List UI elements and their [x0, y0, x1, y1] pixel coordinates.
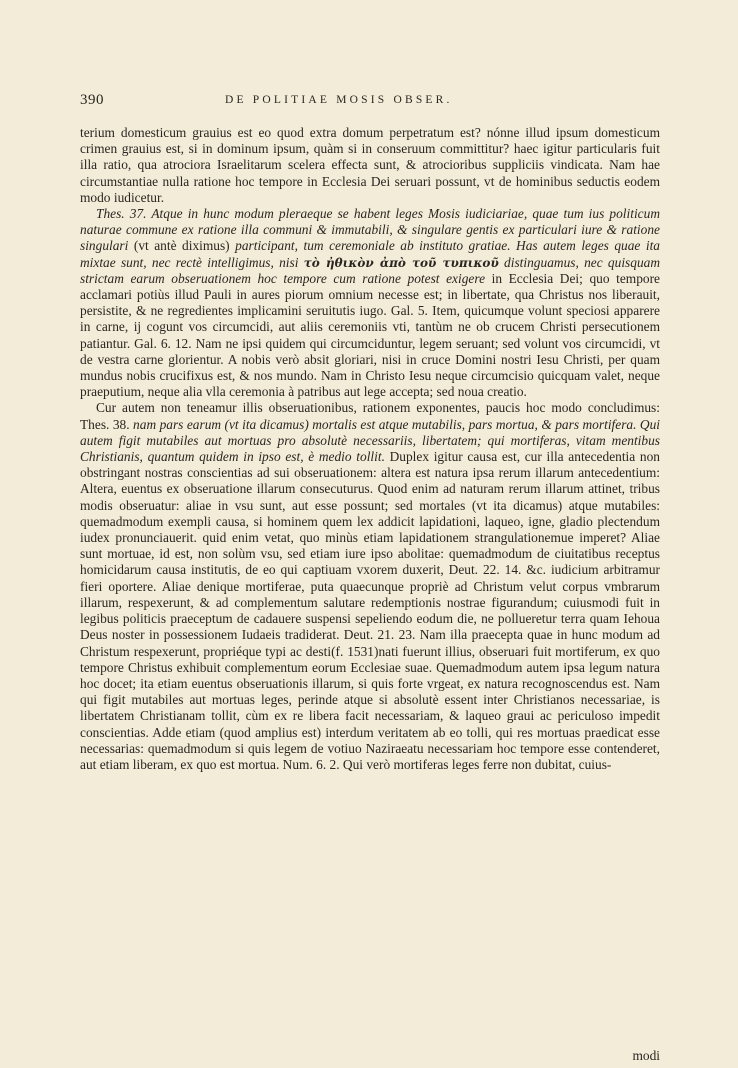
running-head: DE POLITIAE MOSIS OBSER. [225, 94, 453, 106]
body-text [80, 125, 660, 773]
text-run: (vt antè diximus) [128, 238, 236, 254]
italic-text: Thes. 37. Atque in hunc modum pleraeque se habent leges Mosis iudiciariae, quae tum ius politicum naturae commune ex ratione illa communi & immutabili, & singulare gentis ex particulari iure & ratione singulari [80, 206, 660, 254]
paragraph [80, 400, 660, 773]
italic-text: nam pars earum (vt ita dicamus) mortalis est atque mutabilis, pars mortua, & pars mortifera. Qui autem figit mutabiles aut mortuas pro absolutè necessariis, libertatem; qui mortiferas, vitam mentibus Christianis, quantum quidem in ipso est, è medio tollit. [80, 416, 661, 465]
catchword: modi [632, 1048, 660, 1063]
italic-text: distinguamus, nec quisquam strictam earum obseruationem hoc tempore cum ratione potest exigere [80, 254, 661, 286]
text-run: Duplex igitur causa est, cur illa antecedentia non obstringant nostras conscientias ad sui obseruationem: altera est natura ipsa rerum illarum antecedentium: Altera, euentus ex obseruatione illarum consecuturus. Quod enim ad naturam rerum illarum attinet, tribus modis obseruatur: aliae in vsu sunt, aut esse possunt; sed mortales (vt ita dicamus) atque mutabiles: quemadmodum exempli causa, si hominem quem lex addicit lapidationi, laqueo, igne, gladio plectendum iudex pronunciauerit. quid enim vetat, quo minùs etiam lapidationem strangulationemue imperet? Aliae sunt mortuae, id est, non solùm vsu, sed etiam iure ipso abolitae: quemadmodum de ciuitatibus receptus homicidarum causa institutis, de eo qui captiuam vxorem duxerit, Deut. 22. 14. &c. iudicium arbitramur fieri oportere. Aliae denique mortiferae, puta quaecunque propriè ad Christum velut corpus vmbrarum illarum, respexerunt, & ad complementum salutare redemptionis nostrae figurandum; cuiusmodi fuit in legibus politicis praeceptum de cadauere suspensi sepeliendo eodum die, ne pollueretur terra quam Iehoua Deus noster in possessionem Iudaeis tradiderat. Deut. 21. 23. Nam illa praecepta quae in hunc modum ad Christum respexerunt, propriéque typi ac desti(f. 1531)nati fuerunt illius, obseruari fuit mortiferum, ex quo tempore Christus exhibuit complementum eorum Ecclesiae suae. Quemadmodum autem ipsa legum natura hoc docet; ita etiam euentus obseruationis illarum, si quis forte vrgeat, ex natura recognoscendus est. Nam qui figit mutabiles aut mortuas leges, perinde atque si absolutè essent inter Christianos necessariae, is libertatem Christianam tollit, cùm ex re libera facit necessariam, & laqueo graui ac periculoso impedit conscientias. Adde etiam (quod amplius est) interdum veritatem ab eo tolli, qui res mortuas praedicat esse necessarias: quemadmodum si quis legem de votiuo Naziraeatu necessariam hoc tempore esse contenderet, aut etiam liberam, ex quo est mortua. Num. 6. 2. Qui verò mortiferas leges ferre non dubitat, cuius- [80, 449, 660, 772]
greek-phrase: τὸ ἠθικὸν ἀπὸ τοῦ τυπικοῦ [303, 255, 499, 270]
text-run: Cur autem non teneamur illis obseruationibus, rationem exponentes, paucis hoc modo concludimus: Thes. 38. [80, 400, 660, 432]
paragraph [80, 125, 660, 206]
italic-text: participant, tum ceremoniale ab instituto gratiae. Has autem leges quae ita mixtae sunt, nec rectè intelligimus, nisi [80, 238, 660, 270]
page-header [80, 92, 660, 112]
text-run: in Ecclesia Dei; quo tempore acclamari potiùs illud Pauli in aures piorum omnium necesse est; in libertate, qua Christus nos liberauit, persistite, & ne regredientes implicamini seruitutis iugo. Gal. 5. Item, quicumque volunt speciosi apparere in carne, ij cogunt vos circumcidi, aut aliis ceremoniis vti, tantùm ne ob crucem Christi persecutionem patiantur. Gal. 6. 12. Nam ne ipsi quidem qui circumciduntur, legem seruant; sed volunt vos circumcidi, vt de vestra carne glorientur. A nobis verò absit gloriari, nisi in cruce Domini nostri Iesu Christi, per quam mundus nobis crucifixus est, & nos mundo. Nam in Christo Iesu neque circumcisio quicquam valet, neque praeputium, neque alia vlla ceremonia à patribus aut lege accepta; sed noua creatio. [80, 270, 660, 400]
paragraph [80, 206, 660, 400]
page-number: 390 [80, 92, 104, 108]
text-run: terium domesticum grauius est eo quod extra domum perpetratum est? nónne illud ipsum domesticum crimen grauius est, si in dominum ipsum, quàm si in conseruum committitur? haec igitur particularis fuit illa ratio, qua atrociora Israelitarum scelera effecta sunt, & atrocioribus suppliciis vindicata. Nam hae circumstantiae nulla ratione hoc tempore in Ecclesia Dei seruari possunt, vt de hominibus seductis eodem modo iudicetur. [80, 125, 660, 205]
